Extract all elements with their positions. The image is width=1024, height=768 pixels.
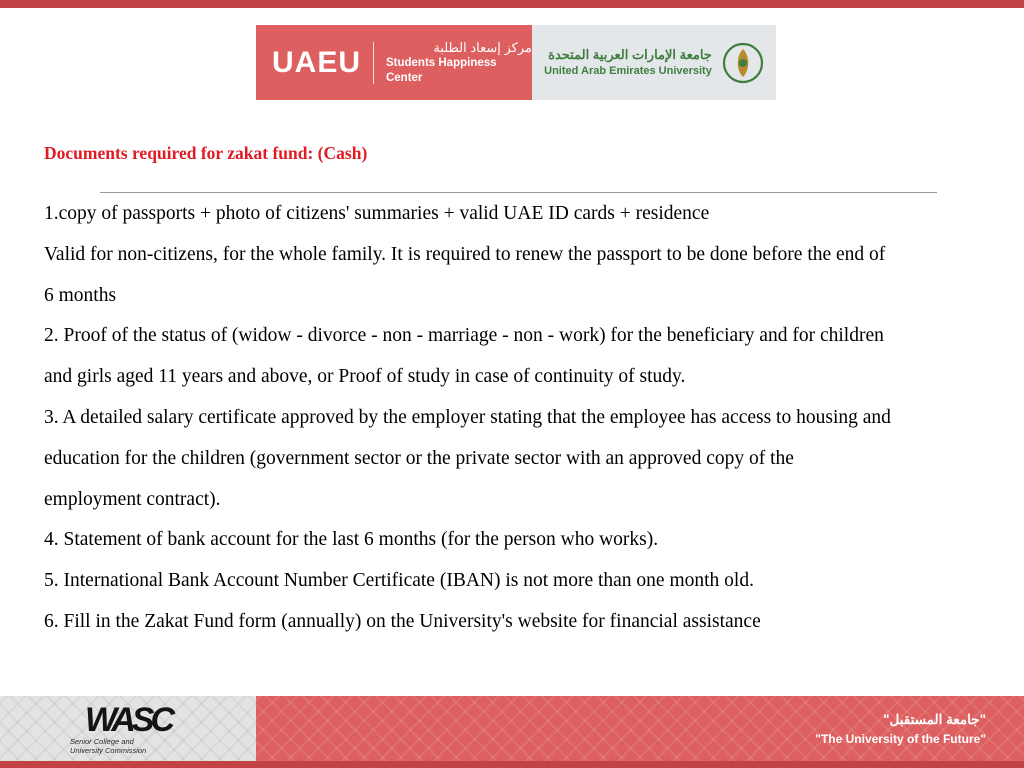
header-banner <box>256 25 776 100</box>
uaeu-happiness-center-logo <box>256 25 532 100</box>
university-name-arabic: جامعة الإمارات العربية المتحدة <box>548 46 712 62</box>
body-line: 3. A detailed salary certificate approved by the employer stating that the employee has access to housing and <box>44 406 891 428</box>
motto-english: "The University of the Future" <box>815 731 986 746</box>
wasc-accreditation-block <box>0 696 256 761</box>
body-line: 1.copy of passports + photo of citizens' summaries + valid UAE ID cards + residence <box>44 203 710 224</box>
document-body <box>44 194 1024 643</box>
body-line: 5. International Bank Account Number Certificate (IBAN) is not more than one month old. <box>44 570 754 592</box>
uaeu-logo-text: UAEU <box>272 45 362 79</box>
happiness-center-english: Students Happiness Center <box>385 57 497 84</box>
wasc-logo: WASC <box>85 700 171 739</box>
body-line: 4. Statement of bank account for the last 6 months (for the person who works). <box>44 529 659 551</box>
wasc-subtext-line1: Senior College and <box>70 736 134 746</box>
page-title: Documents required for zakat fund: (Cash) <box>44 143 368 163</box>
footer-motto-block <box>256 696 1024 761</box>
uae-falcon-emblem-icon <box>722 42 764 84</box>
body-line: employment contract). <box>44 488 221 510</box>
university-logo-block <box>532 25 776 100</box>
body-line: Valid for non-citizens, for the whole family. It is required to renew the passport to be done before the end of <box>44 243 886 265</box>
title-divider-line <box>100 192 937 193</box>
body-line: and girls aged 11 years and above, or Proof of study in case of continuity of study. <box>44 366 686 388</box>
university-name-english: United Arab Emirates University <box>544 64 712 77</box>
bottom-red-bar <box>0 761 1024 768</box>
motto-arabic: "جامعة المستقبل" <box>883 711 986 727</box>
body-line: education for the children (government sector or the private sector with an approved copy of the <box>44 447 794 469</box>
wasc-subtext-line2: University Commission <box>70 745 147 755</box>
top-red-bar <box>0 0 1024 8</box>
happiness-center-arabic: مركز إسعاد الطلبة <box>433 40 532 55</box>
logo-divider <box>373 42 374 84</box>
body-line: 6 months <box>44 284 117 306</box>
body-line: 6. Fill in the Zakat Fund form (annually) on the University's website for financial assistance <box>44 610 761 632</box>
body-line: 2. Proof of the status of (widow - divorce - non - marriage - non - work) for the beneficiary and for children <box>44 325 884 347</box>
